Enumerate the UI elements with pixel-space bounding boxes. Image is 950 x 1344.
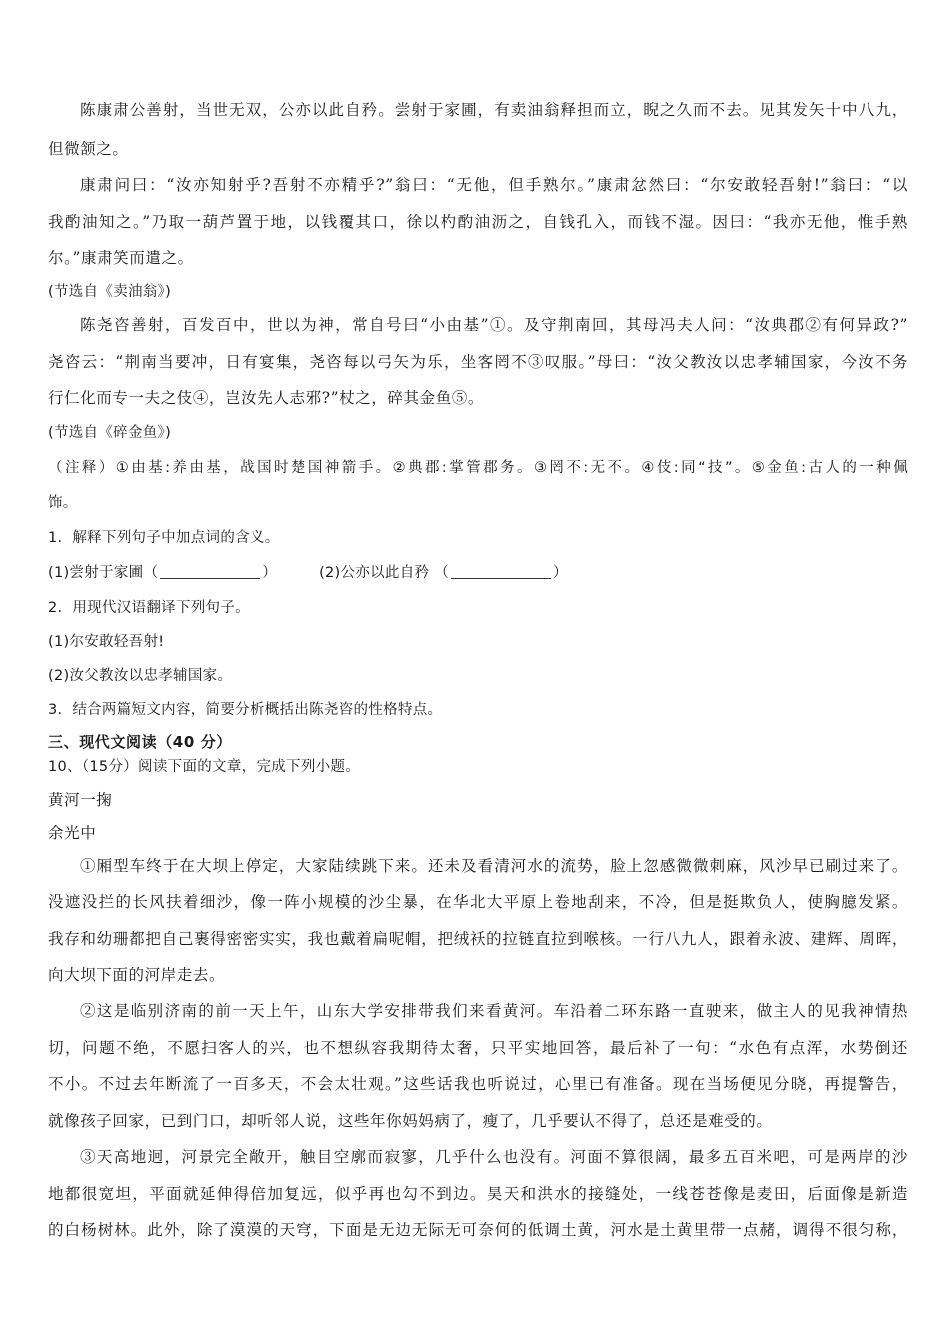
answer-blank-1[interactable] (160, 564, 260, 579)
article-para3-line: 地都很宽坦，平面就延伸得倍加复远，似乎再也勾不到边。昊天和洪水的接缝处，一线苍苍像是麦田，后面像是新造 (48, 1185, 908, 1203)
passage1-line: 尔。”康肃笑而遣之。 (48, 249, 194, 267)
section-heading: 三、现代文阅读（40 分） (48, 733, 232, 751)
article-para1-line: ①厢型车终于在大坝上停定，大家陆续跳下来。还未及看清河水的流势，脸上忽感微微刺麻，风沙早已刷过来了。 (80, 857, 908, 875)
article-para2-line: 就像孩子回家，已到门口，却听邻人说，这些年你妈妈病了，瘦了，几乎要认不得了，总还是难受的。 (48, 1112, 773, 1130)
article-para1-line: 没遮没拦的长风扶着细沙，像一阵小规模的沙尘暴，在华北大平原上卷地刮来，不冷，但是挺欺负人，使胸臆发紧。 (48, 893, 908, 911)
question-1-item-2: (2)公亦以此自矜 （ (319, 565, 450, 581)
question-2: 2．用现代汉语翻译下列句子。 (48, 600, 250, 616)
passage2-line: 尧咨云：“荆南当要冲，日有宴集，尧咨每以弓矢为乐，坐客罔不③叹服。”母曰：“汝父教汝以忠孝辅国家，今汝不务 (48, 353, 908, 371)
passage2-line: 行仁化而专一夫之伎④，岂汝先人志邪?”杖之，碎其金鱼⑤。 (48, 389, 485, 407)
article-title: 黄河一掬 (48, 791, 113, 809)
paren-close: ） (262, 565, 278, 581)
article-para3-line: ③天高地迥，河景完全敞开，触目空廓而寂寥，几乎什么也没有。河面不算很阔，最多五百米吧，可是两岸的沙 (80, 1148, 908, 1166)
passage1-line: 陈康肃公善射，当世无双，公亦以此自矜。尝射于家圃，有卖油翁释担而立，睨之久而不去。见其发矢十中八九， (80, 101, 908, 119)
question-2-item-2: (2)汝父教汝以忠孝辅国家。 (48, 668, 233, 684)
question-1-items (48, 562, 908, 584)
article-para1-line: 我存和幼珊都把自己裹得密密实实，我也戴着扁呢帽，把绒袄的拉链直拉到喉核。一行八九人，跟着永波、建辉、周晖， (48, 930, 908, 948)
article-para2-line: ②这是临别济南的前一天上午，山东大学安排带我们来看黄河。车沿着二环东路一直驶来，做主人的见我神情热 (80, 1002, 908, 1020)
passage1-source: (节选自《卖油翁》) (48, 284, 172, 300)
article-para3-line: 的白杨树林。此外，除了漠漠的天穹，下面是无边无际无可奈何的低调土黄，河水是土黄里带一点赭，调得不很匀称， (48, 1221, 908, 1239)
passage1-line: 我酌油知之。”乃取一葫芦置于地，以钱覆其口，徐以杓酌油沥之，自钱孔入，而钱不湿。因曰：“我亦无他，惟手熟 (48, 213, 908, 231)
passage1-line: 但微颔之。 (48, 140, 129, 158)
passage1-line: 康肃问曰：“汝亦知射乎?吾射不亦精乎?”翁曰：“无他，但手熟尔。”康肃忿然曰：“尔安敢轻吾射!”翁曰：“以 (80, 176, 908, 194)
question-2-item-1: (1)尔安敢轻吾射! (48, 634, 165, 650)
question-1-item-1: (1)尝射于家圃（ (48, 565, 159, 581)
answer-blank-2[interactable] (451, 564, 551, 579)
article-para2-line: 不小。不过去年断流了一百多天，不会太壮观。”这些话我也听说过，心里已有准备。现在当场便见分晓，再提警告， (48, 1075, 908, 1093)
passage2-source: (节选自《碎金鱼》) (48, 425, 172, 441)
passage2-line: 陈尧咨善射，百发百中，世以为神，常自号曰“小由基”①。及守荆南回，其母冯夫人问：“汝典郡②有何异政?” (80, 316, 908, 334)
article-para2-line: 切，问题不绝，不愿扫客人的兴，也不想纵容我期待太奢，只平实地回答，最后补了一句：“水色有点浑，水势倒还 (48, 1039, 908, 1057)
passage2-notes: （注释）①由基:养由基，战国时楚国神箭手。②典郡:掌管郡务。③罔不:无不。④伎:同“技”。⑤金鱼:古人的一种佩 (48, 460, 908, 476)
paren-close: ） (553, 565, 568, 581)
passage2-notes: 饰。 (48, 495, 78, 511)
question-3: 3．结合两篇短文内容，简要分析概括出陈尧咨的性格特点。 (48, 702, 443, 718)
article-para1-line: 向大坝下面的河岸走去。 (48, 966, 226, 984)
question-1: 1．解释下列句子中加点词的含义。 (48, 530, 280, 546)
article-author: 余光中 (48, 824, 97, 842)
question-10: 10、（15分）阅读下面的文章，完成下列小题。 (48, 759, 361, 775)
